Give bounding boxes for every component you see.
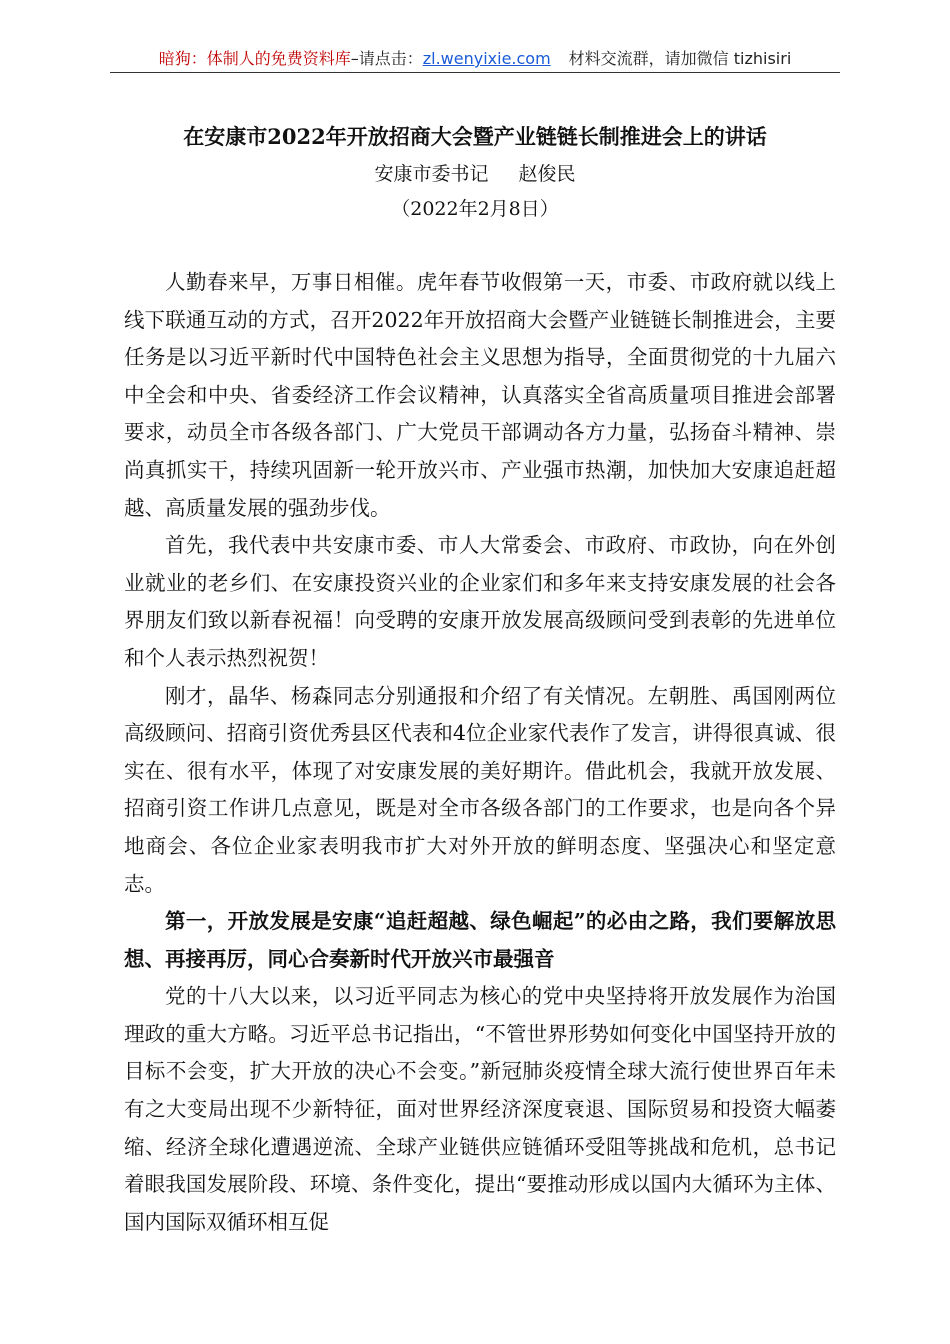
body-paragraph: 党的十八大以来，以习近平同志为核心的党中央坚持将开放发展作为治国理政的重大方略。习近平总书记指出，“不管世界形势如何变化中国坚持开放的目标不会变，扩大开放的决心不会变。”新冠肺炎疫情全球大流行使世界百年未有之大变局出现不少新特征，面对世界经济深度衰退、国际贸易和投资大幅萎缩、经济全球化遭遇逆流、全球产业链供应链循环受阻等挑战和危机，总书记着眼我国发展阶段、环境、条件变化，提出“要推动形成以国内大循环为主体、国内国际双循环相互促 (124, 984, 836, 1234)
document-body (124, 264, 836, 1241)
author-byline (100, 157, 850, 191)
header-prompt: –请点击： (350, 49, 423, 68)
body-paragraph: 人勤春来早，万事日相催。虎年春节收假第一天，市委、市政府就以线上线下联通互动的方式，召开2022年开放招商大会暨产业链链长制推进会，主要任务是以习近平新时代中国特色社会主义思想为指导，全面贯彻党的十九届六中全会和中央、省委经济工作会议精神，认真落实全省高质量项目推进会部署要求，动员全市各级各部门、广大党员干部调动各方力量，弘扬奋斗精神、崇尚真抓实干，持续巩固新一轮开放兴市、产业强市热潮，加快加大安康追赶超越、高质量发展的强劲步伐。 (124, 270, 836, 520)
document-title: 在安康市2022年开放招商大会暨产业链链长制推进会上的讲话 (183, 124, 767, 149)
author-role: 安康市委书记 (374, 163, 489, 185)
page-header (110, 46, 840, 73)
header-link[interactable]: zl.wenyixie.com (422, 49, 551, 68)
section-heading: 第一，开放发展是安康“追赶超越、绿色崛起”的必由之路，我们要解放思想、再接再厉，同心合奏新时代开放兴市最强音 (124, 909, 836, 971)
body-paragraph: 刚才，晶华、杨森同志分别通报和介绍了有关情况。左朝胜、禹国刚两位高级顾问、招商引资优秀县区代表和4位企业家代表作了发言，讲得很真诚、很实在、很有水平，体现了对安康发展的美好期许。借此机会，我就开放发展、招商引资工作讲几点意见，既是对全市各级各部门的工作要求，也是向各个异地商会、各位企业家表明我市扩大对外开放的鲜明态度、坚强决心和坚定意志。 (124, 683, 836, 896)
header-brand: 暗狗：体制人的免费资料库 (158, 49, 351, 68)
speech-date: （2022年2月8日） (391, 198, 559, 220)
header-note: 材料交流群，请加微信 tizhisiri (568, 49, 792, 68)
author-name: 赵俊民 (518, 163, 576, 185)
body-paragraph: 首先，我代表中共安康市委、市人大常委会、市政府、市政协，向在外创业就业的老乡们、在安康投资兴业的企业家们和多年来支持安康发展的社会各界朋友们致以新春祝福！向受聘的安康开放发展高级顾问受到表彰的先进单位和个人表示热烈祝贺！ (124, 533, 836, 670)
